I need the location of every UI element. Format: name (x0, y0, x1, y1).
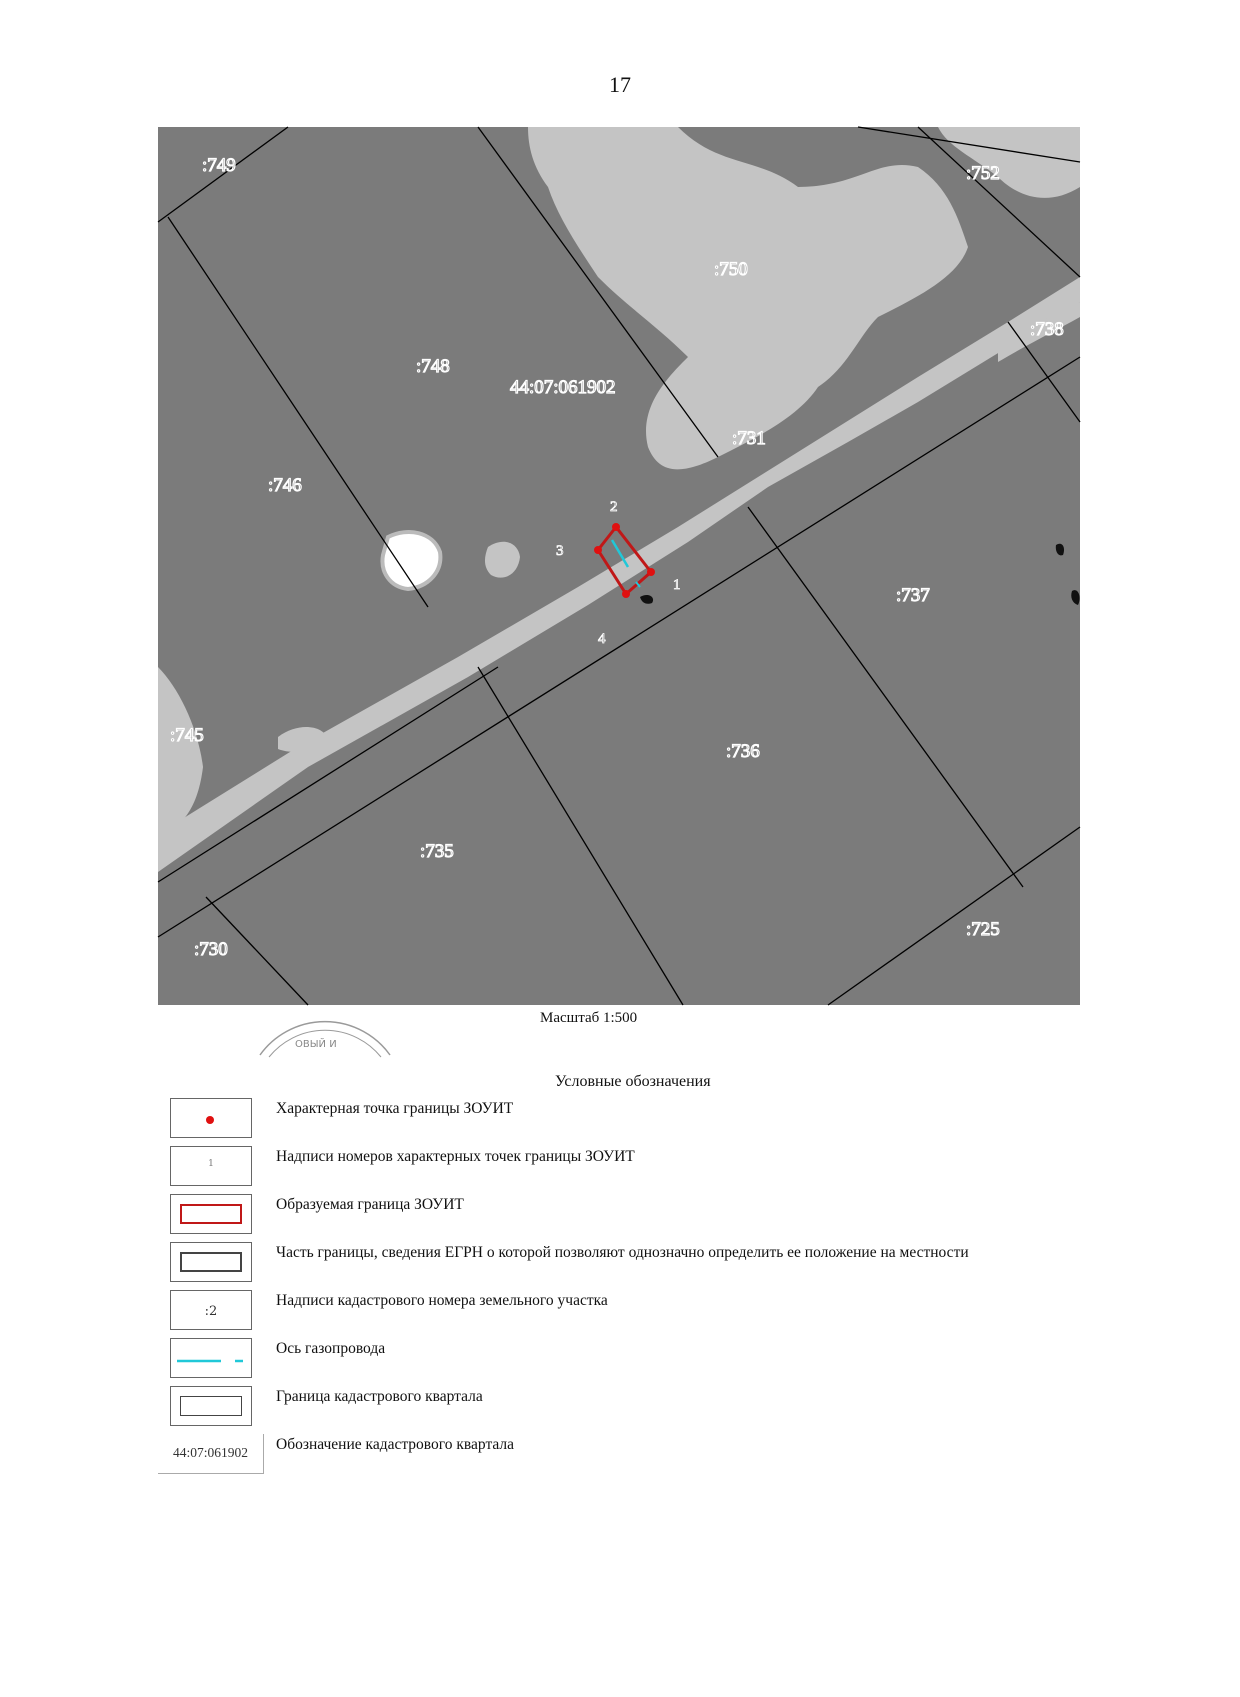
parcel-label-737: :737 (896, 585, 930, 606)
quarter-label-map: 44:07:061902 (510, 377, 616, 398)
legend-text: Характерная точка границы ЗОУИТ (276, 1100, 514, 1117)
parcel-label-725: :725 (966, 919, 1000, 940)
legend-text: Надписи номеров характерных точек границы ЗОУИТ (276, 1148, 635, 1165)
parcel-label-745: :745 (170, 725, 204, 746)
legend-text: Надписи кадастрового номера земельного участка (276, 1292, 608, 1309)
red-point-icon (206, 1116, 214, 1124)
quarter-rectangle-icon (180, 1396, 242, 1416)
legend-text: Граница кадастрового квартала (276, 1388, 483, 1405)
parcel-label-750: :750 (714, 259, 748, 280)
point-number-1: 1 (673, 577, 681, 593)
parcel-label-746: :746 (268, 475, 302, 496)
point-number-sample: 1 (208, 1159, 214, 1169)
legend-title: Условные обозначения (555, 1073, 711, 1090)
legend-symbol-cyan-line (170, 1338, 252, 1378)
stamp-arc (255, 1017, 395, 1057)
cadastral-map (158, 127, 1080, 1005)
cyan-dash-line-icon (177, 1359, 247, 1363)
page-number: 17 (609, 72, 631, 97)
parcel-label-736: :736 (726, 741, 760, 762)
characteristic-point-4 (622, 590, 630, 598)
map-scale: Масштаб 1:500 (540, 1010, 638, 1026)
map-canvas (158, 127, 1080, 1005)
legend-symbol-black-rectangle (170, 1242, 252, 1282)
parcel-label-752: :752 (966, 163, 1000, 184)
point-number-3: 3 (556, 543, 564, 559)
point-number-4: 4 (598, 631, 606, 647)
parcel-label-730: :730 (194, 939, 228, 960)
legend-text: Ось газопровода (276, 1340, 386, 1357)
parcel-number-sample: :2 (204, 1304, 218, 1319)
characteristic-point-3 (594, 546, 602, 554)
characteristic-point-2 (612, 523, 620, 531)
legend-symbol-red-point (170, 1098, 252, 1138)
parcel-label-735: :735 (420, 841, 454, 862)
legend-symbol-parcel-number (170, 1290, 252, 1330)
red-rectangle-icon (180, 1204, 242, 1224)
parcel-label-738: :738 (1030, 319, 1064, 340)
legend-symbol-point-number (170, 1146, 252, 1186)
parcel-label-749: :749 (202, 155, 236, 176)
quarter-label-sample: 44:07:061902 (172, 1445, 248, 1460)
stamp-fragment (255, 1017, 395, 1050)
point-number-2: 2 (610, 499, 618, 515)
stamp-text: ОВЫЙ И (295, 1039, 337, 1050)
legend-symbol-quarter-rectangle (170, 1386, 252, 1426)
legend-symbol-red-rectangle (170, 1194, 252, 1234)
characteristic-point-1 (647, 568, 655, 576)
legend-text: Образуемая граница ЗОУИТ (276, 1196, 464, 1213)
parcel-label-748: :748 (416, 356, 450, 377)
legend-text: Часть границы, сведения ЕГРН о которой позволяют однозначно определить ее положение на местности (276, 1244, 969, 1261)
parcel-label-731: :731 (732, 428, 766, 449)
legend-text: Обозначение кадастрового квартала (276, 1436, 515, 1453)
black-rectangle-icon (180, 1252, 242, 1272)
legend-symbol-quarter-label (158, 1434, 264, 1474)
